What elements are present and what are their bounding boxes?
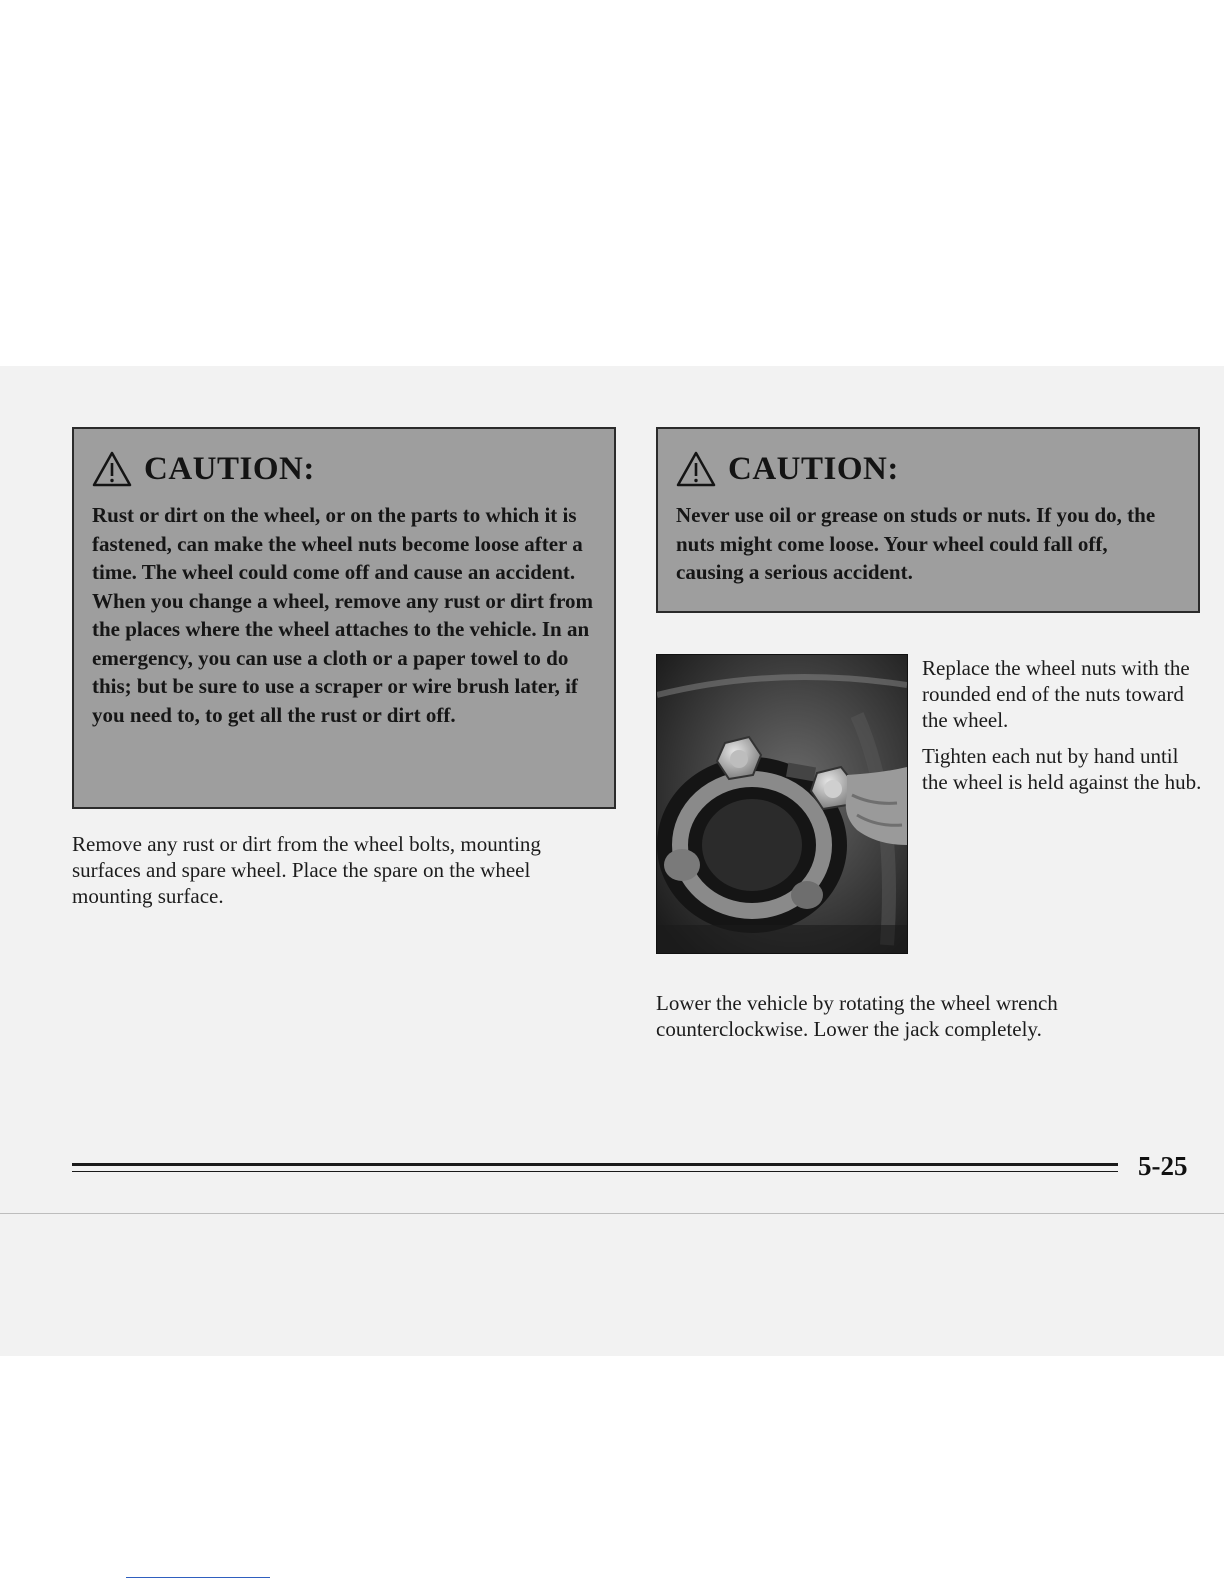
page-number: 5-25: [1138, 1151, 1188, 1181]
paragraph-replace-nuts: Replace the wheel nuts with the rounded end of the nuts toward the wheel.: [922, 656, 1190, 732]
caution-text: Never use oil or grease on studs or nuts. If you do, the nuts might come loose. Your wheel could fall off, causing a serious accident.: [676, 503, 1156, 584]
link-underline: [126, 1577, 270, 1578]
caution-heading: [676, 449, 1198, 489]
caution-heading: [92, 449, 614, 489]
page-edge-line: [0, 1213, 1224, 1214]
paragraph-tighten-nuts: Tighten each nut by hand until the wheel is held against the hub.: [922, 744, 1202, 794]
paragraph-remove-rust: Remove any rust or dirt from the wheel bolts, mounting surfaces and spare wheel. Place the spare on the wheel mounting surface.: [72, 832, 541, 908]
caution-text: Rust or dirt on the wheel, or on the parts to which it is fastened, can make the wheel nuts become loose after a time. The wheel could come off and cause an accident. When you change a wheel, remove any rust or dirt from the places where the wheel attaches to the vehicle. In an emergency, you can use a cloth or a paper towel to do this; but be sure to use a scraper or wire brush later, if you need to, to get all the rust or dirt off.: [92, 503, 594, 727]
footer-rule-thin: [72, 1171, 1118, 1172]
footer-rule: [72, 1163, 1118, 1166]
caution-title: CAUTION:: [728, 450, 899, 487]
wheel-hub-photo: [656, 654, 908, 954]
caution-title: CAUTION:: [144, 450, 315, 487]
caution-box-rust: [72, 427, 616, 809]
paragraph-lower-vehicle: Lower the vehicle by rotating the wheel wrench counterclockwise. Lower the jack completely.: [656, 991, 1058, 1041]
warning-triangle-icon: [92, 451, 132, 487]
caution-box-oil: [656, 427, 1200, 613]
warning-triangle-icon: [676, 451, 716, 487]
